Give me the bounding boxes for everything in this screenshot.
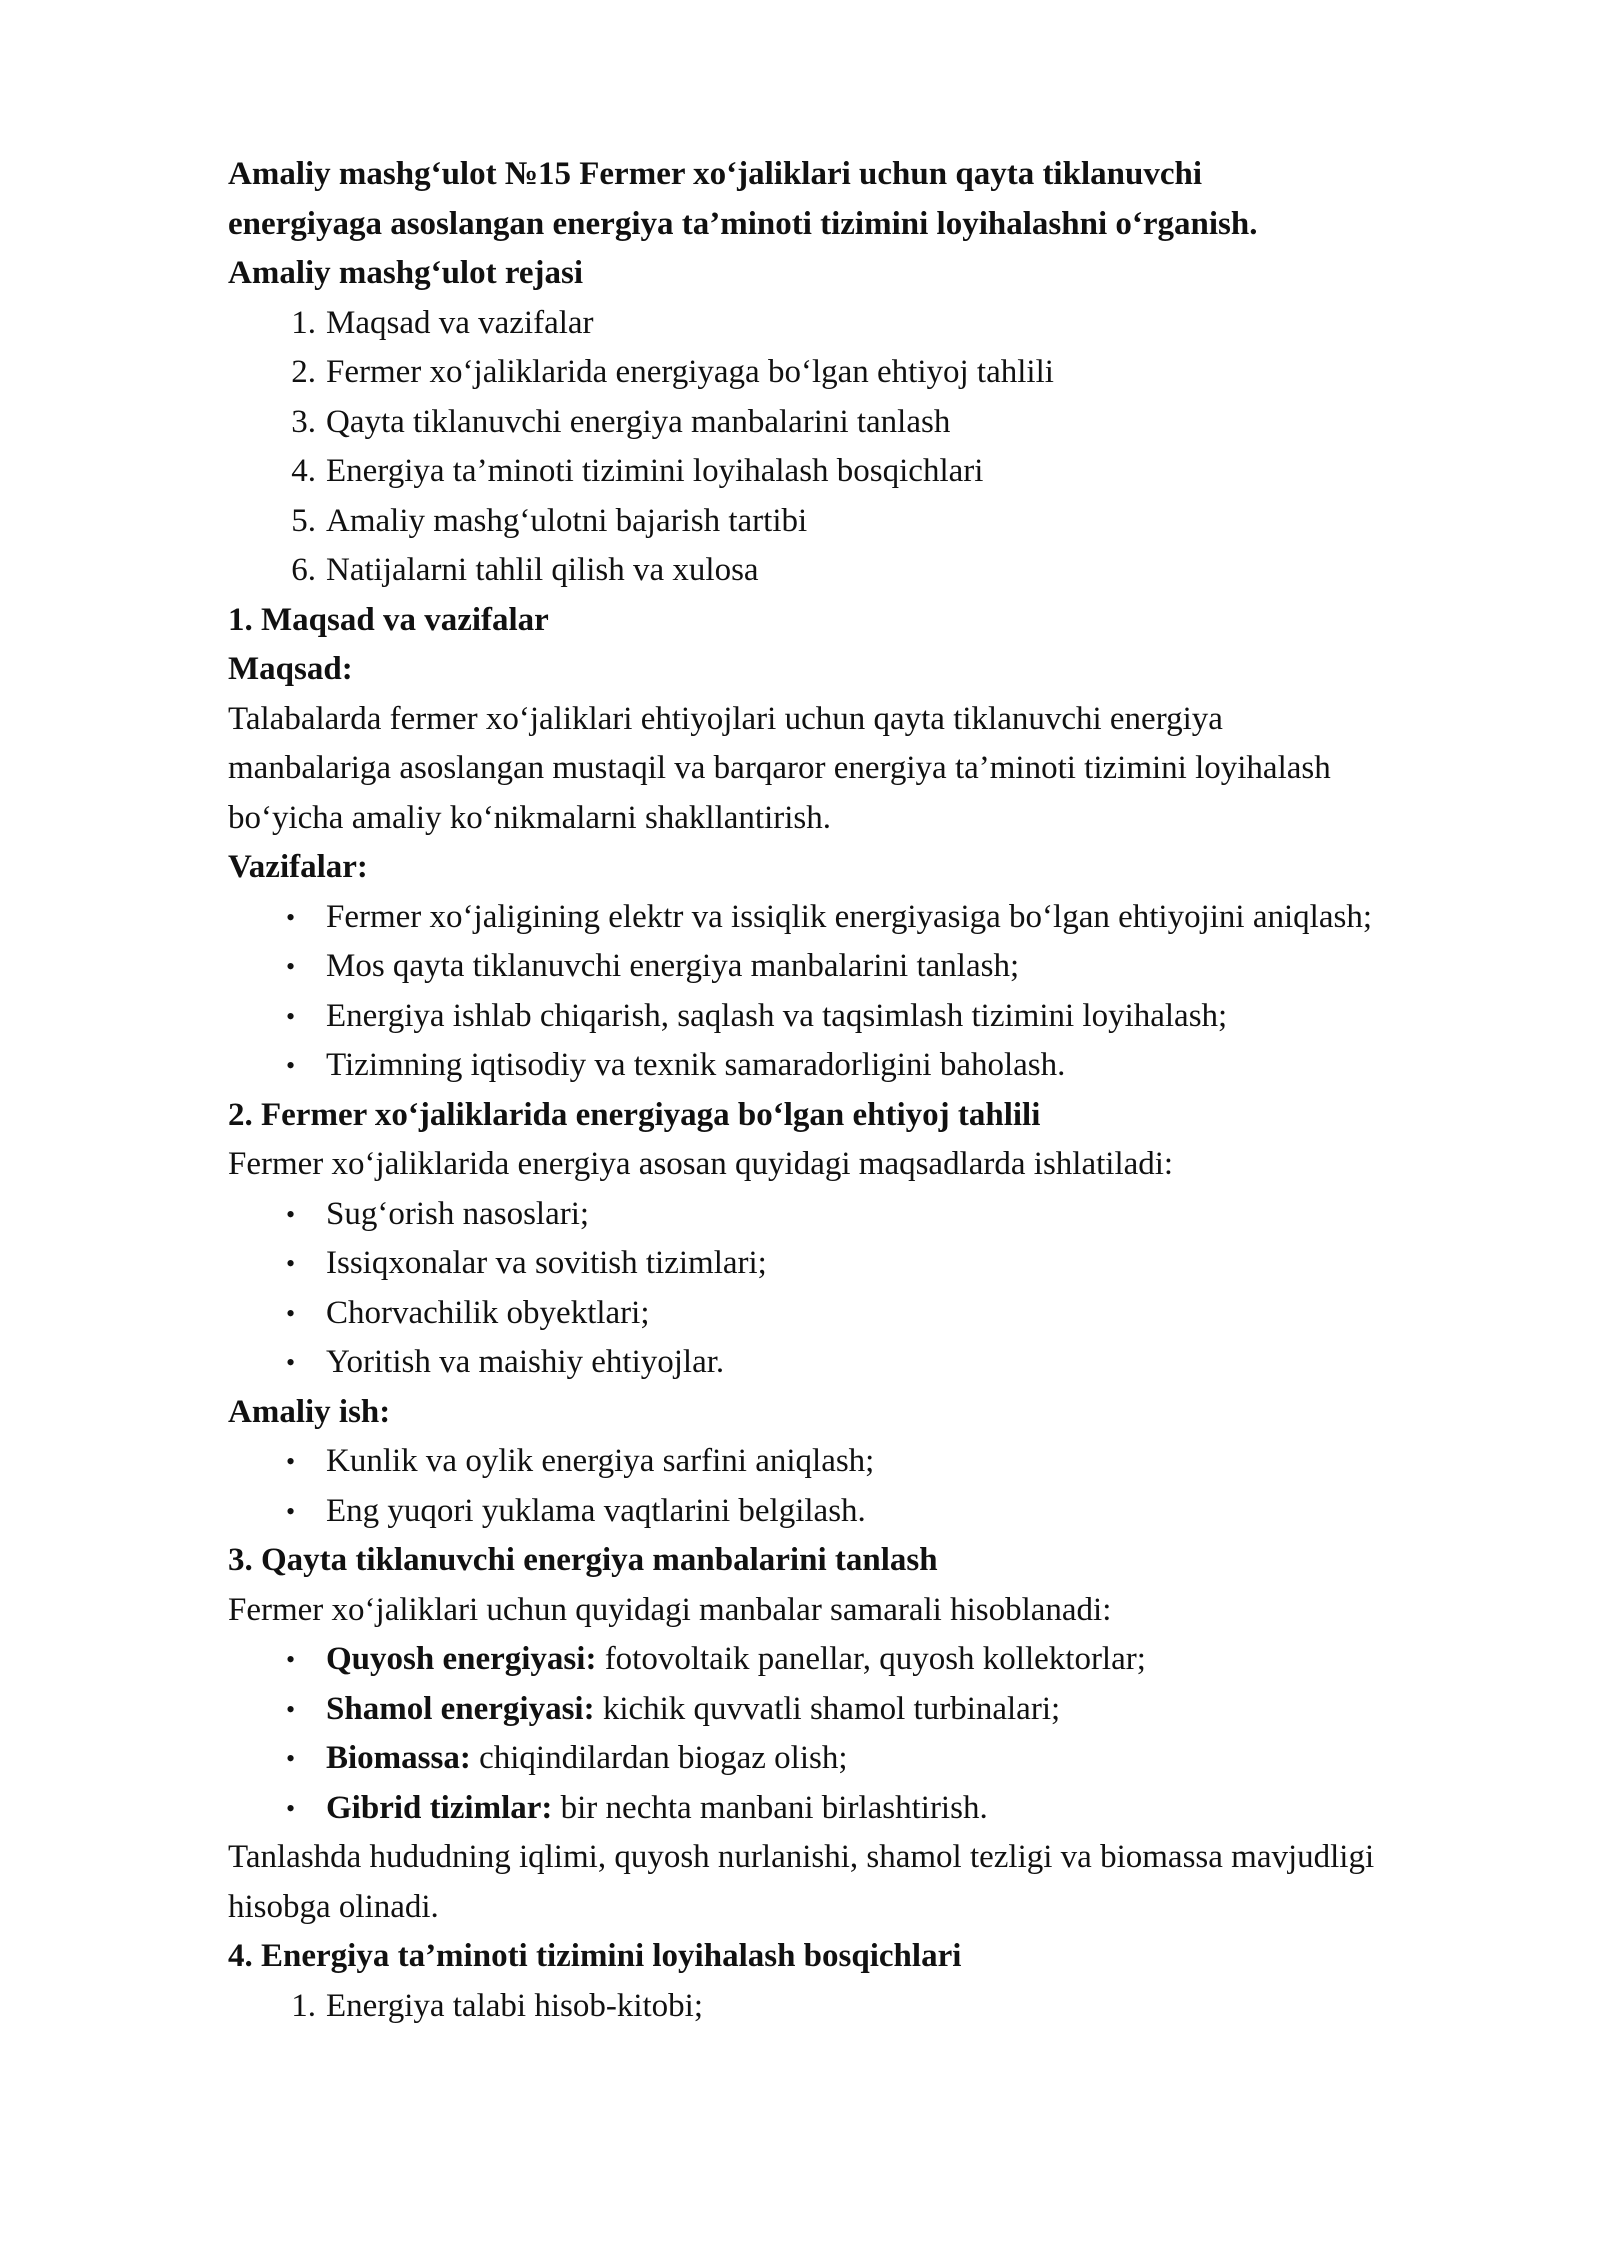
list-item: • Tizimning iqtisodiy va texnik samaradorligini baholash. (286, 1047, 1066, 1083)
goal-label: Maqsad: (228, 651, 353, 687)
practical-work-label: Amaliy ish: (228, 1393, 391, 1430)
list-item: • Kunlik va oylik energiya sarfini aniqlash; (286, 1443, 875, 1479)
plan-item: 5. Amaliy mashg‘ulotni bajarish tartibi (291, 502, 808, 539)
list-item: • Fermer xo‘jaligining elektr va issiqlik energiyasiga bo‘lgan ehtiyojini aniqlash; (286, 898, 1372, 935)
practical-work-list (228, 1437, 1378, 1536)
plan-item: 6. Natijalarni tahlil qilish va xulosa (291, 552, 759, 588)
list-item: • Issiqxonalar va sovitish tizimlari; (286, 1245, 767, 1281)
goal-text: Talabalarda fermer xo‘jaliklari ehtiyojlari uchun qayta tiklanuvchi energiya manbalariga asoslangan mustaqil va barqaror energiya ta’minoti tizimini loyihalash bo‘yicha amaliy ko‘nikmalarni shakllantirish. (228, 700, 1331, 836)
section-2-heading: 2. Fermer xo‘jaliklarida energiyaga bo‘lgan ehtiyoj tahlili (228, 1096, 1041, 1133)
list-item: • Energiya ishlab chiqarish, saqlash va taqsimlash tizimini loyihalash; (286, 997, 1228, 1034)
sources-list (228, 1635, 1378, 1833)
section-3-heading: 3. Qayta tiklanuvchi energiya manbalarini tanlash (228, 1542, 938, 1578)
list-item: • Sug‘orish nasoslari; (286, 1195, 590, 1232)
section-3-intro: Fermer xo‘jaliklari uchun quyidagi manbalar samarali hisoblanadi: (228, 1591, 1112, 1628)
plan-item: 4. Energiya ta’minoti tizimini loyihalash bosqichlari (291, 453, 984, 489)
list-item: • Shamol energiyasi: kichik quvvatli shamol turbinalari; (286, 1690, 1061, 1727)
list-item: • Mos qayta tiklanuvchi energiya manbalarini tanlash; (286, 948, 1020, 984)
list-item: • Eng yuqori yuklama vaqtlarini belgilash. (286, 1492, 866, 1529)
list-item: • Yoritish va maishiy ehtiyojlar. (286, 1344, 725, 1380)
plan-item: 1. Maqsad va vazifalar (291, 304, 594, 341)
plan-item: 1. Energiya talabi hisob-kitobi; (291, 1987, 703, 2024)
section-3-note: Tanlashda hududning iqlimi, quyosh nurlanishi, shamol tezligi va biomassa mavjudligi hisobga olinadi. (228, 1839, 1375, 1925)
list-item: • Quyosh energiyasi: fotovoltaik panellar, quyosh kollektorlar; (286, 1641, 1146, 1677)
plan-list (228, 299, 1378, 596)
plan-item: 3. Qayta tiklanuvchi energiya manbalarini tanlash (291, 403, 951, 440)
list-item: • Biomassa: chiqindilardan biogaz olish; (286, 1740, 848, 1776)
steps-list (228, 1982, 1378, 2032)
list-item: • Chorvachilik obyektlari; (286, 1294, 650, 1331)
section-4-heading: 4. Energiya ta’minoti tizimini loyihalash bosqichlari (228, 1938, 962, 1974)
title-line-1: Amaliy mashg‘ulot №15 Fermer xo‘jaliklari uchun qayta tiklanuvchi (228, 156, 1202, 192)
section-2-intro: Fermer xo‘jaliklarida energiya asosan quyidagi maqsadlarda ishlatiladi: (228, 1146, 1174, 1182)
tasks-label: Vazifalar: (228, 849, 368, 885)
document-title (228, 150, 1378, 249)
list-item: • Gibrid tizimlar: bir nechta manbani birlashtirish. (286, 1789, 988, 1826)
tasks-list (228, 893, 1378, 1091)
plan-heading: Amaliy mashg‘ulot rejasi (228, 255, 584, 291)
document-page (228, 150, 1378, 2031)
section-1-heading: 1. Maqsad va vazifalar (228, 601, 549, 638)
plan-item: 2. Fermer xo‘jaliklarida energiyaga bo‘lgan ehtiyoj tahlili (291, 354, 1054, 390)
title-line-2: energiyaga asoslangan energiya ta’minoti tizimini loyihalashni o‘rganish. (228, 205, 1258, 242)
uses-list (228, 1190, 1378, 1388)
